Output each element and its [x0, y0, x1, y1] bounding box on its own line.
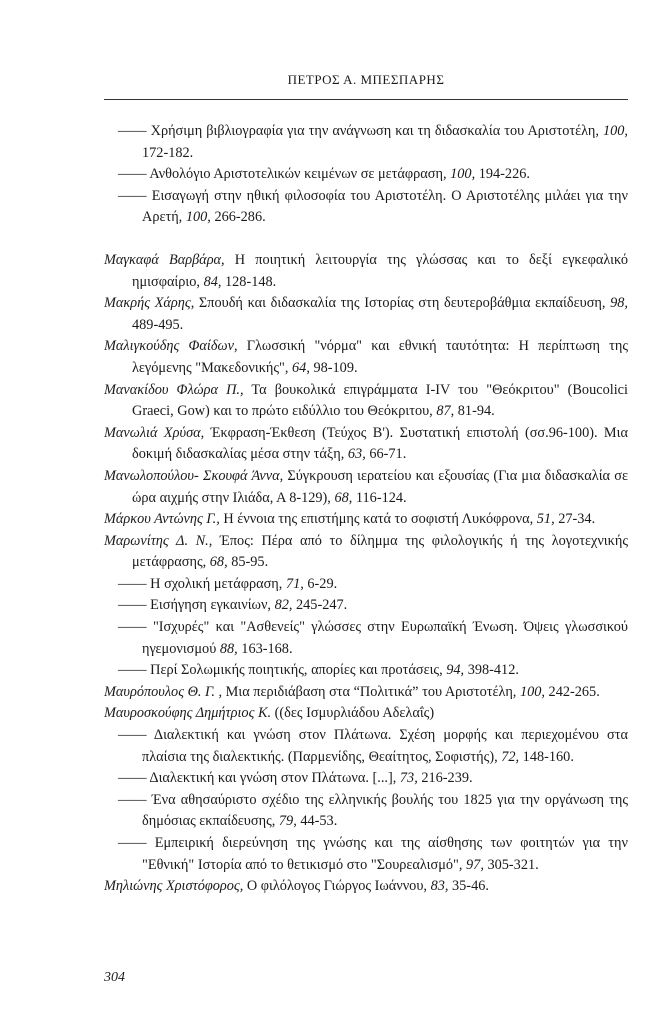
entry-title: Εισαγωγή στην ηθική φιλοσοφία του Αριστοτέλη. Ο Αριστοτέλης μιλάει για την Αρετή,	[142, 187, 628, 226]
page-range: 172-182.	[142, 144, 194, 161]
index-subentry	[104, 660, 628, 682]
issue-number: 68,	[209, 554, 228, 571]
author-name: Μαγκαφά Βαρβάρα,	[104, 251, 225, 268]
ditto-dash: ——	[118, 835, 155, 851]
page-range: 6-29.	[303, 575, 338, 592]
entry-title: Ένα αθησαύριστο σχέδιο της ελληνικής βουλής του 1825 για την οργάνωση της δημόσιας εκπαίδευσης,	[142, 791, 629, 830]
ditto-dash: ——	[118, 166, 150, 183]
author-name: Μαρωνίτης Δ. Ν.,	[104, 532, 213, 549]
ditto-dash: ——	[118, 123, 151, 139]
index-subentry	[104, 574, 628, 596]
page-range: 35-46.	[448, 878, 489, 895]
author-name: Μαυροσκούφης Δημήτριος Κ.	[104, 705, 272, 722]
index-subentry	[104, 833, 628, 876]
entry-title: Έπος: Πέρα από το δίλημμα της φιλολογικής ή της λογοτεχνικής μετάφρασης,	[132, 532, 628, 571]
issue-number: 63,	[347, 446, 366, 463]
author-name: Μανακίδου Φλώρα Π.,	[104, 381, 244, 398]
issue-number: 64,	[292, 359, 310, 376]
issue-number: 94,	[446, 662, 465, 679]
index-list	[104, 121, 628, 898]
author-name: Μαυρόπουλος Θ. Γ. ,	[104, 683, 223, 700]
index-entry	[104, 250, 628, 293]
issue-number: 84,	[203, 273, 222, 290]
index-subentry	[104, 121, 628, 164]
page-range: 489-495.	[132, 316, 184, 333]
header-rule	[104, 99, 628, 100]
index-subentry	[104, 617, 628, 660]
page-range: 66-71.	[365, 446, 407, 463]
entry-title: Εισήγηση εγκαινίων,	[150, 597, 275, 614]
issue-number: 88,	[219, 640, 238, 657]
index-entry	[104, 380, 628, 423]
page-range: 242-265.	[544, 683, 600, 700]
running-head: ΠΕΤΡΟΣ Α. ΜΠΕΣΠΑΡΗΣ	[287, 72, 445, 87]
issue-number: 72,	[501, 748, 520, 765]
issue-number: 100,	[185, 209, 211, 226]
ditto-dash: ——	[118, 187, 152, 204]
page-range: 305-321.	[483, 856, 539, 873]
issue-number: 83,	[430, 878, 449, 895]
page-range: 163-168.	[237, 640, 293, 657]
author-name: Μηλιώνης Χριστόφορος,	[104, 878, 244, 895]
index-entry	[104, 682, 628, 704]
ditto-dash: ——	[118, 727, 154, 744]
index-entry	[104, 509, 628, 531]
issue-number: 87,	[436, 403, 455, 420]
page-range: 245-247.	[292, 597, 348, 614]
index-entry	[104, 466, 628, 509]
issue-number: 79,	[278, 813, 297, 830]
issue-number: 98,	[610, 295, 628, 312]
issue-number: 68,	[334, 489, 353, 506]
index-entry	[104, 336, 628, 379]
page-range: 27-34.	[554, 511, 596, 528]
page-range: 98-109.	[309, 359, 358, 376]
index-entry	[104, 293, 628, 336]
index-subentry	[104, 725, 628, 768]
index-subentry	[104, 164, 628, 186]
index-subentry	[104, 790, 628, 833]
index-subentry	[104, 768, 628, 790]
entry-title: Περί Σολωμικής ποιητικής, απορίες και προτάσεις,	[150, 662, 447, 679]
section-gap	[104, 229, 628, 250]
entry-title: Ανθολόγιο Αριστοτελικών κειμένων σε μετάφραση,	[149, 166, 451, 183]
index-subentry	[104, 186, 628, 229]
ditto-dash: ——	[118, 770, 150, 787]
entry-title: Τα βουκολικά επιγράμματα I-IV του "Θεόκριτου" (Boucolici Graeci, Gow) και το πρώτο ειδύλλιο του Θεόκριτου,	[132, 381, 628, 420]
entry-title: Η σχολική μετάφραση,	[150, 575, 286, 592]
index-entry	[104, 703, 628, 725]
index-entry	[104, 876, 628, 898]
page-range: 128-148.	[221, 273, 277, 290]
page-range: 194-226.	[475, 166, 530, 183]
entry-title: Εμπειρική διερεύνηση της γνώσης και της αίσθησης των φοιτητών για την "Εθνική" Ιστορία από το θετικισμό στο "Σουρεαλισμό",	[142, 835, 628, 873]
index-entry	[104, 531, 628, 574]
ditto-dash: ——	[118, 575, 151, 592]
author-name: Μανωλοπούλου- Σκουφά Άννα,	[104, 467, 284, 484]
author-name: Μανωλιά Χρύσα,	[104, 424, 205, 441]
entry-title: "Ισχυρές" και "Ασθενείς" γλώσσες στην Ευρωπαϊκή Ένωση. Όψεις γλωσσικού ηγεμονισμού	[142, 619, 628, 657]
entry-title: Μια περιδιάβαση στα “Πολιτικά” του Αριστοτέλη,	[222, 683, 520, 700]
entry-title: Διαλεκτική και γνώση στον Πλάτωνα. [...],	[149, 770, 400, 787]
entry-title: Διαλεκτική και γνώση στον Πλάτωνα. Σχέση μορφής και περιεχομένου στα πλαίσια της διαλεκτικής. (Παρμενίδης, Θεαίτητος, Σοφιστής),	[142, 727, 628, 765]
entry-title: Σύγκρουση ιερατείου και εξουσίας (Για μια διδασκαλία σε ώρα αιχμής στην Ιλιάδα, Α 8-129),	[132, 467, 628, 506]
page-range: 398-412.	[464, 662, 519, 679]
issue-number: 97,	[466, 856, 484, 873]
page-number: 304	[104, 970, 125, 985]
entry-title: Σπουδή και διδασκαλία της Ιστορίας στη δευτεροβάθμια εκπαίδευση,	[194, 295, 611, 312]
entry-title: Γλωσσική "νόρμα" και εθνική ταυτότητα: Η περίπτωση της λεγόμενης "Μακεδονικής",	[132, 338, 628, 376]
issue-number: 100,	[602, 123, 629, 139]
issue-number: 73,	[399, 770, 418, 787]
page-range: 85-95.	[227, 554, 269, 571]
entry-title: ((δες Ισμυρλιάδου Αδελαΐς)	[271, 705, 435, 722]
issue-number: 100,	[519, 683, 545, 700]
issue-number: 71,	[285, 575, 304, 592]
page-range: 81-94.	[454, 403, 495, 420]
author-name: Μάρκου Αντώνης Γ.,	[104, 511, 220, 528]
index-subentry	[104, 595, 628, 617]
entry-title: Η ποιητική λειτουργία της γλώσσας και το δεξί εγκεφαλικό ημισφαίριο,	[132, 251, 628, 290]
issue-number: 51,	[536, 511, 555, 528]
issue-number: 100,	[450, 166, 476, 183]
ditto-dash: ——	[118, 619, 153, 636]
entry-title: Ο φιλόλογος Γιώργος Ιωάννου,	[243, 878, 431, 895]
ditto-dash: ——	[118, 662, 151, 679]
page-range: 116-124.	[352, 489, 407, 506]
entry-title: Η έννοια της επιστήμης κατά το σοφιστή Λυκόφρονα,	[219, 511, 537, 528]
author-name: Μακρής Χάρης,	[104, 295, 195, 312]
author-name: Μαλιγκούδης Φαίδων,	[104, 338, 238, 355]
ditto-dash: ——	[118, 597, 151, 614]
page-range: 44-53.	[296, 813, 338, 830]
index-entry	[104, 423, 628, 466]
page-range: 266-286.	[210, 209, 266, 226]
page-range: 216-239.	[417, 770, 473, 787]
ditto-dash: ——	[118, 791, 152, 808]
issue-number: 82,	[274, 597, 293, 614]
page-range: 148-160.	[519, 748, 574, 765]
entry-title: Έκφραση-Έκθεση (Τεύχος Β'). Συστατική επιστολή (σσ.96-100). Μια δοκιμή διδασκαλίας μέσα στην τάξη,	[132, 424, 628, 463]
entry-title: Χρήσιμη βιβλιογραφία για την ανάγνωση και τη διδασκαλία του Αριστοτέλη,	[150, 123, 603, 139]
